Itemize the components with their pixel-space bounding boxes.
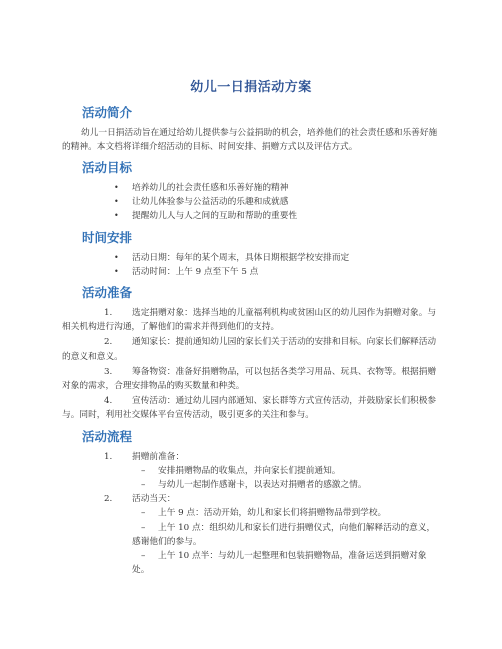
list-item: • 提醒幼儿人与人之间的互助和帮助的重要性 [62,209,440,223]
list-item: 1. 选定捐赠对象：选择当地的儿童福利机构或贫困山区的幼儿园作为捐赠对象。与相关机构进行沟通，了解他们的需求并得到他们的支持。 [62,308,437,333]
dash-icon: – [141,522,146,533]
bullet-icon: • [114,197,119,207]
list-item: 2. 通知家长：提前通知幼儿园的家长们关于活动的安排和目标。向家长们解释活动的意义和意义。 [62,337,437,362]
bullet-icon: • [114,266,119,276]
list-item: 4. 宣传活动：通过幼儿园内部通知、家长群等方式宣传活动，并鼓励家长们积极参与。同时，利用社交媒体平台宣传活动，吸引更多的关注和参与。 [62,396,437,421]
list-item: – 与幼儿一起制作感谢卡，以表达对捐赠者的感激之情。 [62,478,440,492]
bullet-icon: • [114,211,119,221]
list-item: • 活动时间：上午 9 点至下午 5 点 [62,265,440,279]
section-heading-prep: 活动准备 [82,285,133,301]
dash-icon: – [141,465,146,476]
schedule-list [62,251,440,279]
intro-paragraph: 幼儿一日捐活动旨在通过给幼儿提供参与公益捐助的机会，培养他们的社会责任感和乐善好施的精神。本文档将详细介绍活动的目标、时间安排、捐赠方式以及评估方式。 [62,128,438,152]
list-item: 3. 筹备物资：准备好捐赠物品，可以包括各类学习用品、玩具、衣物等。根据捐赠对象的需求，合理安排物品的购买数量和种类。 [62,366,437,392]
list-item: – 安排捐赠物品的收集点，并向家长们提前通知。 [62,464,440,478]
section-heading-goals: 活动目标 [82,160,133,175]
list-item: • 活动日期：每年的某个周末，具体日期根据学校安排而定 [62,251,440,265]
bullet-icon: • [114,252,119,262]
dash-icon: – [141,508,146,519]
bullet-icon: • [114,183,119,192]
section-heading-flow: 活动流程 [82,428,133,444]
sub-list [62,464,440,492]
list-item: • 让幼儿体验参与公益活动的乐趣和成就感 [62,195,440,209]
dash-icon: – [141,480,146,491]
list-item: – 上午 10 点：组织幼儿和家长们进行捐赠仪式，向他们解释活动的意义，感谢他们的参与。 [132,522,436,547]
document-title: 幼儿一日捐活动方案 [190,80,312,95]
list-item: – 上午 9 点：活动开始，幼儿和家长们将捐赠物品带到学校。 [62,506,440,520]
list-item: • 培养幼儿的社会责任感和乐善好施的精神 [62,181,440,195]
list-item: – 上午 10 点半：与幼儿一起整理和包装捐赠物品，准备运送到捐赠对象处。 [132,551,427,576]
dash-icon: – [141,551,146,562]
flow-list [62,450,440,578]
section-heading-intro: 活动简介 [82,105,133,120]
section-heading-schedule: 时间安排 [82,229,133,245]
prep-list [62,306,440,423]
sub-list [62,506,440,577]
goals-list [62,181,440,224]
list-item: 1. 捐赠前准备： [104,451,185,462]
list-item: 2. 活动当天： [104,494,176,505]
